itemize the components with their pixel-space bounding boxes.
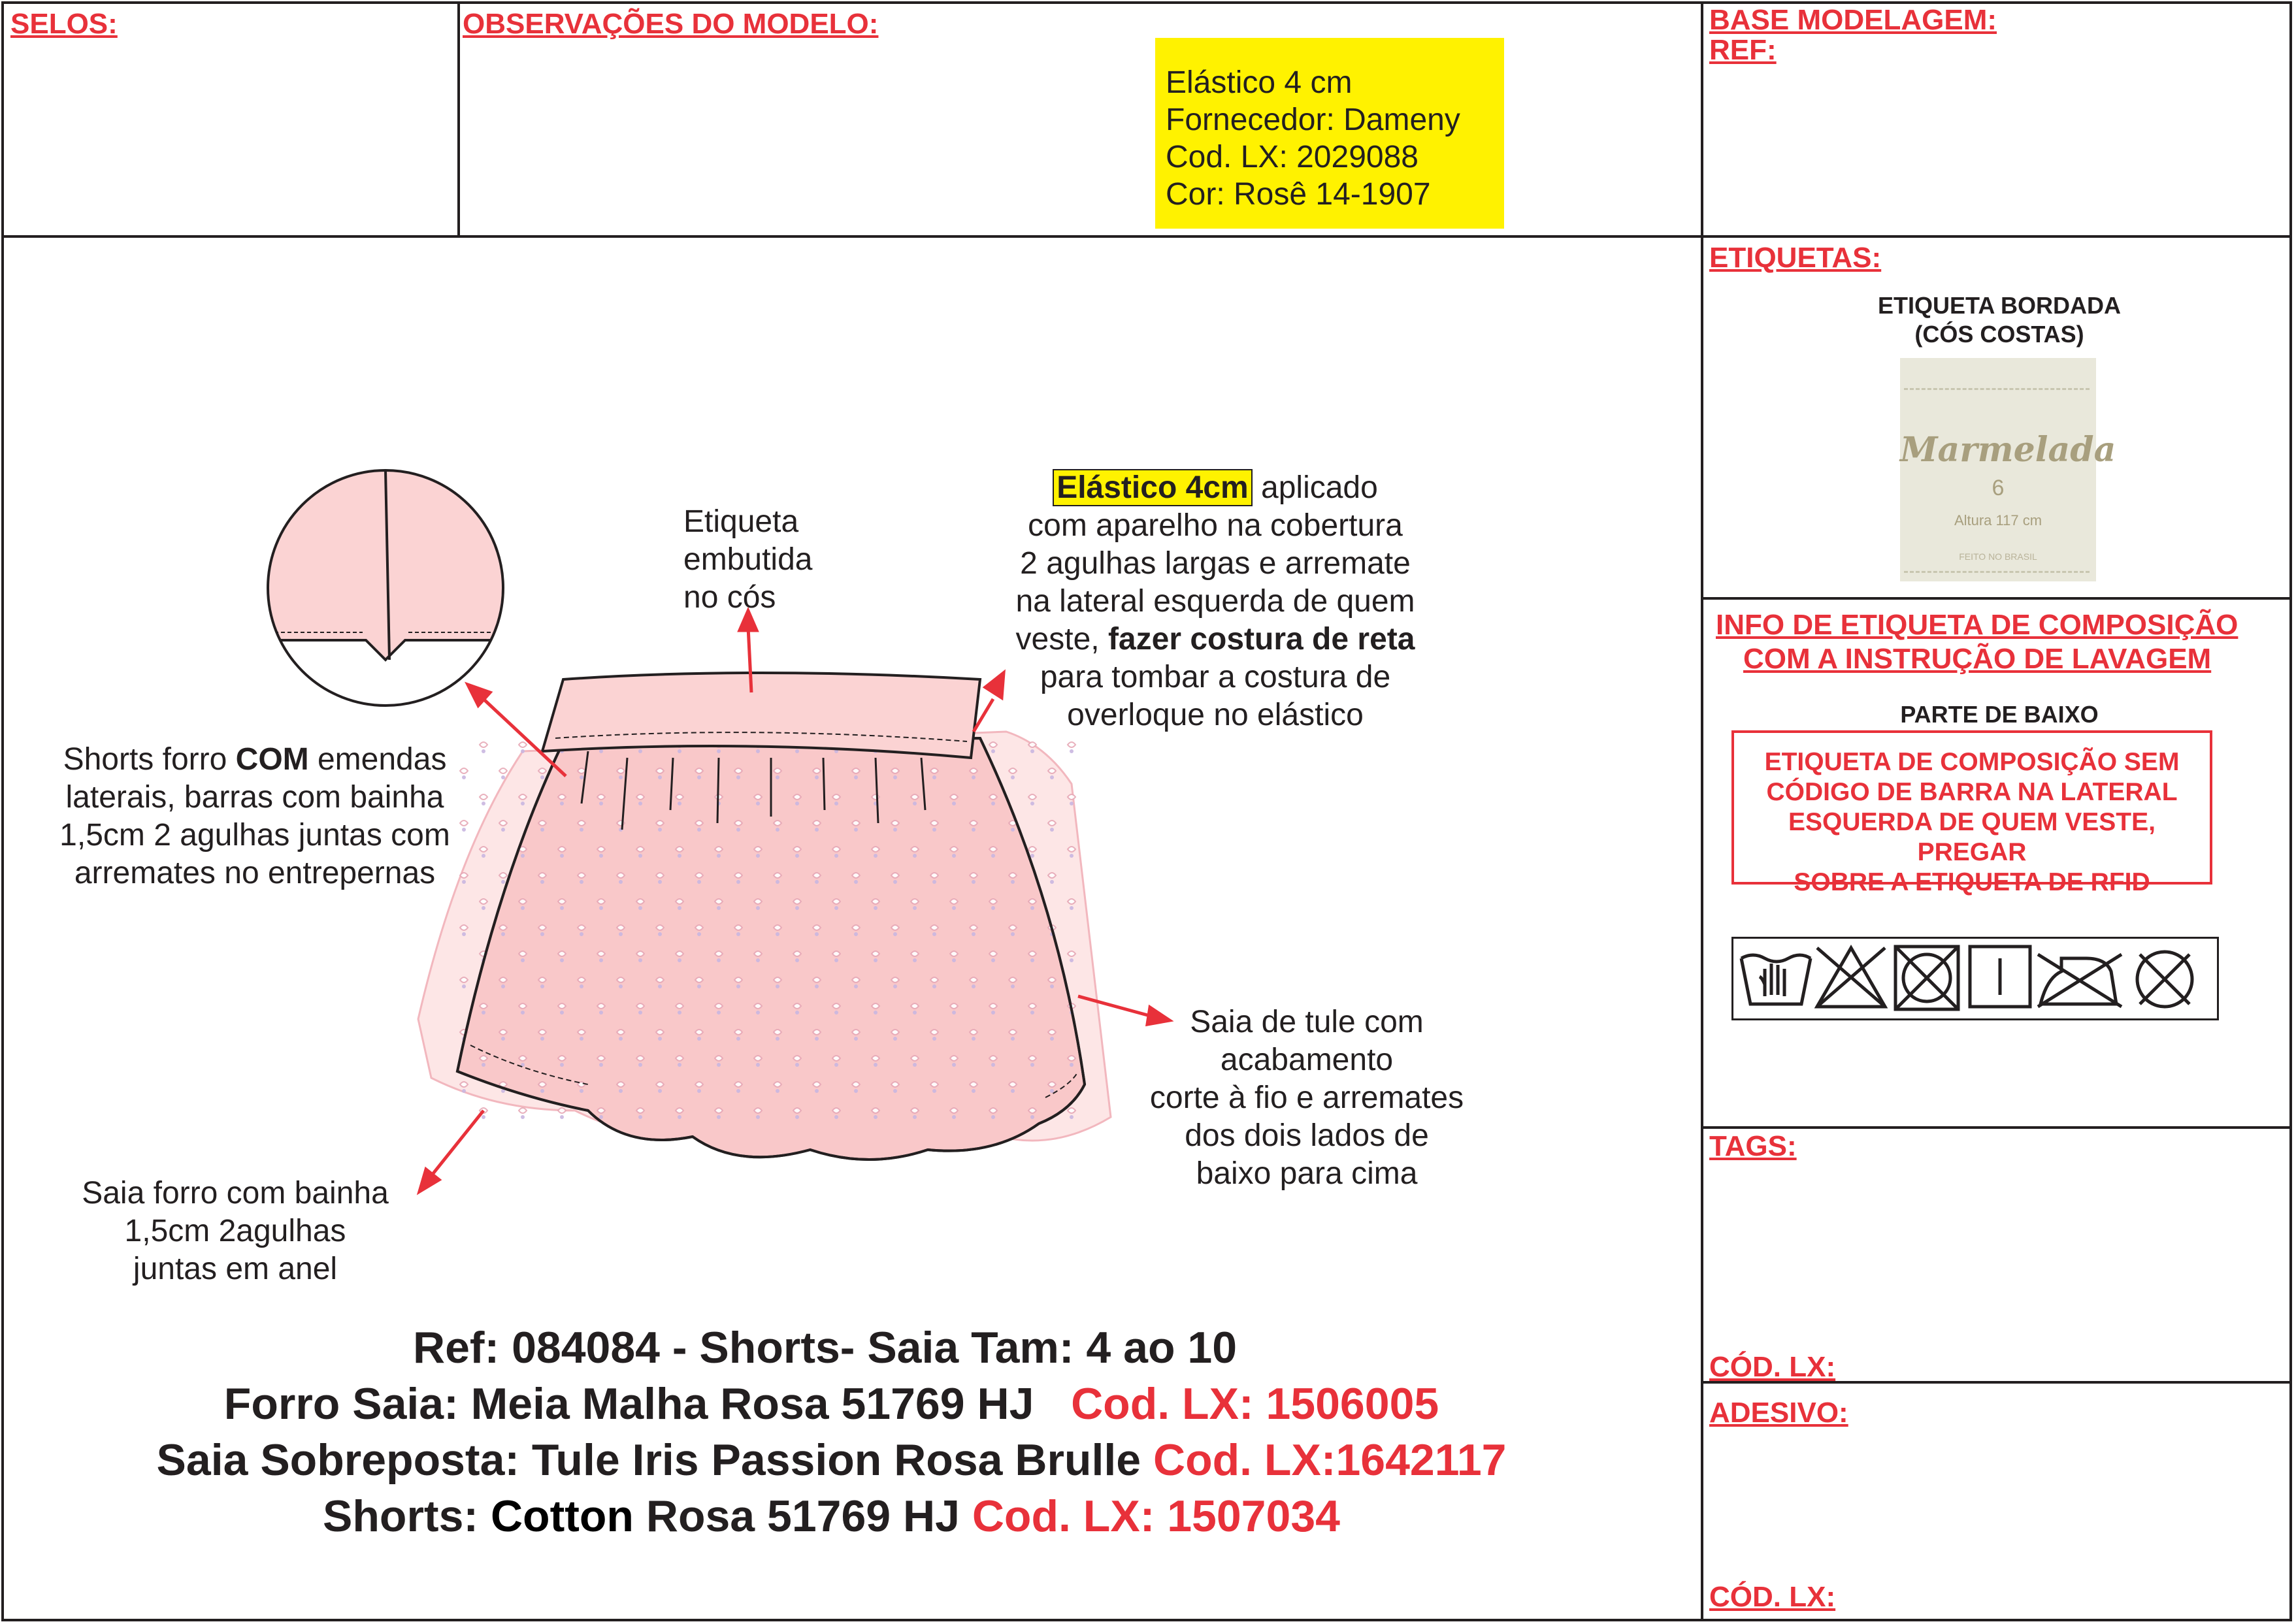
note-elastico-l5b: fazer costura de reta	[1107, 622, 1415, 657]
woven-label	[1900, 358, 2116, 581]
note-tule-l5: baixo para cima	[1196, 1156, 1418, 1191]
note-etiqueta-l3: no cós	[683, 580, 776, 615]
divider-selos	[457, 1, 460, 238]
divider-right-column	[1701, 1, 1703, 1621]
etiqueta-bordada-title1: ETIQUETA BORDADA	[1878, 292, 2121, 319]
composition-line3: ESQUERDA DE QUEM VESTE, PREGAR	[1788, 808, 2156, 866]
note-etiqueta	[683, 503, 812, 617]
shorts-detail-circle	[261, 470, 523, 706]
header-ref: REF:	[1709, 34, 1777, 66]
note-elastico-l6: para tombar a costura de	[1040, 660, 1391, 694]
line-dry-icon	[1970, 947, 2030, 1007]
elastic-spec-line3: Cod. LX: 2029088	[1166, 140, 1419, 174]
no-iron-icon	[2038, 954, 2122, 1007]
note-tule-l4: dos dois lados de	[1185, 1118, 1429, 1153]
header-adesivo: ADESIVO:	[1709, 1397, 1848, 1429]
elastic-spec-line1: Elástico 4 cm	[1166, 65, 1353, 100]
no-dry-clean-icon	[2137, 952, 2192, 1007]
header-tags: TAGS:	[1709, 1130, 1797, 1162]
parte-de-baixo-label: PARTE DE BAIXO	[1900, 701, 2099, 728]
header-selos: SELOS:	[10, 8, 118, 40]
summary-shorts-fabric: Cotton	[490, 1491, 634, 1541]
note-elastico-l5	[967, 621, 1464, 658]
note-etiqueta-l1: Etiqueta	[683, 504, 799, 539]
woven-label-made-in: FEITO NO BRASIL	[1959, 551, 2037, 562]
note-shorts-l2: laterais, barras com bainha	[65, 780, 444, 815]
note-elastico	[967, 469, 1464, 734]
no-bleach-icon	[1817, 948, 1885, 1007]
woven-label-stitch	[1904, 388, 2090, 390]
woven-label-stitch-bottom	[1904, 571, 2090, 573]
note-elastico-l1-rest: aplicado	[1252, 470, 1378, 505]
summary-forro-text: Forro Saia: Meia Malha Rosa 51769 HJ	[223, 1379, 1072, 1429]
header-observacoes: OBSERVAÇÕES DO MODELO:	[463, 8, 879, 40]
summary-ref: Ref: 084084 - Shorts- Saia Tam: 4 ao 10	[412, 1323, 1238, 1372]
composition-line2: CÓDIGO DE BARRA NA LATERAL	[1766, 778, 2178, 806]
etiqueta-bordada-title	[1797, 291, 2202, 349]
summary-sobreposta-text: Saia Sobreposta: Tule Iris Passion Rosa Brulle	[156, 1435, 1153, 1485]
note-elastico-l2: com aparelho na cobertura	[1028, 508, 1403, 543]
care-symbols-svg	[1733, 939, 2217, 1018]
note-shorts-l1b: COM	[235, 742, 309, 777]
header-info-line2: COM A INSTRUÇÃO DE LAVAGEM	[1743, 643, 2212, 675]
note-elastico-l7: overloque no elástico	[1067, 698, 1364, 732]
note-forro-l1: Saia forro com bainha	[82, 1176, 389, 1210]
header-etiquetas: ETIQUETAS:	[1709, 242, 1882, 274]
summary-sobreposta-code: Cod. LX:1642117	[1153, 1435, 1507, 1485]
note-shorts-l4: arremates no entrepernas	[74, 856, 436, 890]
summary-shorts-color: Rosa 51769 HJ	[633, 1491, 972, 1541]
summary-shorts-label: Shorts:	[323, 1491, 491, 1541]
summary-shorts	[0, 1491, 1682, 1542]
divider-info	[1702, 1126, 2292, 1129]
divider-etiquetas	[1702, 597, 2292, 600]
note-shorts-l1	[26, 741, 484, 779]
header-cod-lx-adesivo: CÓD. LX:	[1709, 1581, 1836, 1613]
note-elastico-l3: 2 agulhas largas e arremate	[1020, 546, 1411, 581]
elastic-spec-line2: Fornecedor: Dameny	[1166, 103, 1460, 137]
note-forro	[52, 1175, 418, 1288]
elastic-spec-line4: Cor: Rosê 14-1907	[1166, 177, 1431, 212]
waistband	[542, 673, 980, 758]
hand-wash-icon	[1741, 955, 1811, 1004]
etiqueta-bordada-title2: (CÓS COSTAS)	[1914, 321, 2084, 348]
summary-forro	[0, 1378, 1682, 1429]
composition-label-box	[1731, 730, 2212, 896]
no-tumble-dry-icon	[1895, 947, 1958, 1009]
summary-sobreposta	[0, 1435, 1682, 1486]
header-cod-lx-tags: CÓD. LX:	[1709, 1351, 1836, 1383]
summary-shorts-code: Cod. LX: 1507034	[972, 1491, 1340, 1541]
header-info-line1: INFO DE ETIQUETA DE COMPOSIÇÃO	[1716, 609, 2239, 641]
note-forro-l3: juntas em anel	[133, 1252, 338, 1286]
note-elastico-l5a: veste,	[1015, 622, 1108, 657]
woven-label-size: 6	[1992, 476, 2005, 500]
note-shorts-l1a: Shorts forro	[63, 742, 236, 777]
woven-label-brand: Marmelada	[1900, 430, 2116, 470]
note-tule-l3: corte à fio e arremates	[1149, 1080, 1464, 1115]
elastic-spec-box	[1155, 38, 1504, 229]
note-forro-l2: 1,5cm 2agulhas	[124, 1214, 346, 1248]
care-symbols-strip	[1731, 937, 2219, 1020]
composition-line4: SOBRE A ETIQUETA DE RFID	[1794, 868, 2150, 896]
composition-line1: ETIQUETA DE COMPOSIÇÃO SEM	[1764, 748, 2180, 776]
summary-forro-code: Cod. LX: 1506005	[1071, 1379, 1439, 1429]
note-shorts-l3: 1,5cm 2 agulhas juntas com	[59, 818, 450, 853]
note-shorts-l1c: emendas	[308, 742, 447, 777]
note-etiqueta-l2: embutida	[683, 542, 813, 577]
woven-label-height: Altura 117 cm	[1954, 512, 2042, 528]
note-elastico-l4: na lateral esquerda de quem	[1015, 584, 1415, 619]
note-tule	[1124, 1003, 1490, 1193]
note-shorts	[26, 741, 484, 892]
note-tule-l2: acabamento	[1220, 1043, 1394, 1077]
note-elastico-l1	[967, 469, 1464, 507]
header-base-modelagem: BASE MODELAGEM:	[1709, 4, 1997, 36]
note-tule-l1: Saia de tule com	[1190, 1005, 1424, 1039]
elastico-highlight: Elástico 4cm	[1053, 469, 1252, 506]
